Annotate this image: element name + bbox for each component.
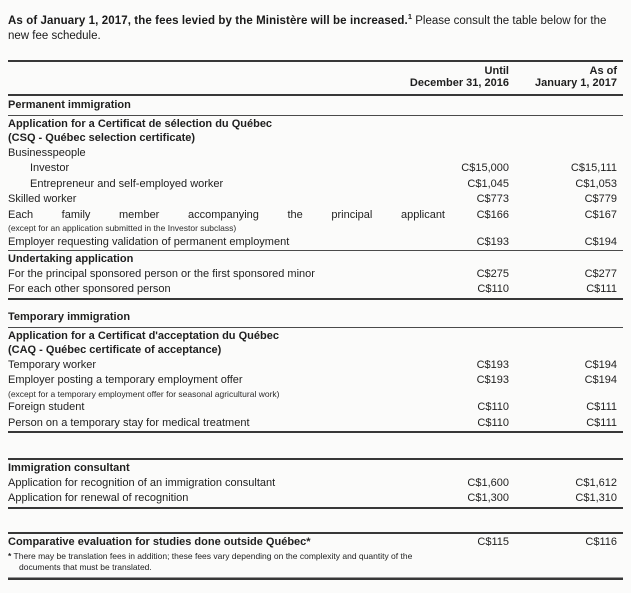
row-label: Investor	[30, 162, 70, 175]
fee-row-consultant-recognition	[8, 476, 623, 492]
row-label: Employer posting a temporary employment offer	[8, 374, 243, 387]
row-label: Application for recognition of an immigration consultant	[8, 476, 276, 489]
row-label: Each family member accompanying the principal applicant	[8, 208, 445, 221]
row-label-block	[8, 208, 451, 235]
fee-asof: C$1,310	[575, 492, 617, 505]
intro-regular-text: Please consult the table below for the new fee schedule.	[8, 14, 607, 42]
fee-table-consultant	[8, 458, 623, 509]
row-note: (except for a temporary employment offer for seasonal agricultural work)	[8, 388, 280, 399]
fee-until: C$110	[477, 283, 509, 296]
fee-table-comparative	[8, 532, 623, 581]
fee-row-consultant-renewal	[8, 491, 623, 507]
fee-until: C$193	[476, 358, 509, 371]
csq-group-title	[8, 116, 623, 146]
column-header-until-line1: Until	[484, 64, 509, 77]
fee-until: C$193	[476, 374, 509, 387]
fee-row-principal-sponsored	[8, 267, 623, 283]
fee-asof: C$194	[584, 358, 617, 371]
fee-until: C$15,000	[461, 162, 509, 175]
row-label: Application for renewal of recognition	[8, 492, 189, 505]
row-label: Employer requesting validation of permanent employment	[8, 235, 290, 248]
fee-row-skilled-worker	[8, 192, 623, 208]
intro-paragraph	[8, 9, 623, 44]
row-label: Skilled worker	[8, 193, 77, 206]
fee-row-foreign-student	[8, 400, 623, 416]
fee-asof: C$111	[586, 401, 617, 414]
intro-bold-text: As of January 1, 2017, the fees levied by the Ministère will be increased.	[8, 14, 408, 27]
fee-until: C$110	[477, 416, 509, 429]
csq-title-line1: Application for a Certificat de sélection du Québec	[8, 117, 273, 130]
caq-title-line1: Application for a Certificat d'acceptation du Québec	[8, 329, 279, 342]
fee-asof: C$167	[584, 208, 617, 221]
column-header-asof	[509, 65, 623, 90]
divider	[8, 577, 623, 580]
table-gap	[8, 433, 623, 458]
column-header-until	[399, 65, 509, 90]
footnote-marker: *	[8, 551, 12, 562]
row-label: Businesspeople	[8, 146, 86, 159]
fee-row-employer-validation	[8, 235, 623, 251]
footnote-text: There may be translation fees in addition; these fees vary depending on the complexity and quantity of the documents that must be translated.	[11, 551, 413, 573]
fee-row-family-member	[8, 208, 623, 235]
row-label: For the principal sponsored person or the first sponsored minor	[8, 267, 315, 280]
fee-until: C$115	[477, 535, 509, 548]
row-label: For each other sponsored person	[8, 283, 171, 296]
row-note: (except for an application submitted in the Investor subclass)	[8, 223, 237, 234]
fee-until: C$1,300	[467, 492, 509, 505]
fee-row-medical-stay	[8, 416, 623, 432]
fee-asof: C$15,111	[570, 162, 617, 175]
fee-row-other-sponsored	[8, 282, 623, 298]
column-header-until-line2: December 31, 2016	[409, 77, 509, 90]
csq-title-line2: (CSQ - Québec selection certificate)	[8, 132, 196, 145]
row-label-block	[8, 373, 399, 400]
fee-until: C$1,045	[467, 177, 509, 190]
caq-group-title	[8, 328, 623, 358]
table-gap	[8, 509, 623, 532]
undertaking-title: Undertaking application	[8, 253, 134, 266]
fee-asof: C$116	[585, 535, 617, 548]
fee-asof: C$194	[584, 374, 617, 387]
fee-until: C$773	[476, 193, 509, 206]
fee-asof: C$277	[584, 267, 617, 280]
caq-title-line2: (CAQ - Québec certificate of acceptance)	[8, 344, 222, 357]
section-title-temporary: Temporary immigration	[8, 310, 131, 323]
fee-row-investor	[8, 161, 623, 177]
fee-until: C$166	[476, 208, 509, 221]
fee-until: C$110	[477, 401, 509, 414]
row-label: Temporary worker	[8, 358, 97, 371]
section-title-permanent: Permanent immigration	[8, 98, 131, 111]
column-header-asof-line1: As of	[589, 64, 617, 77]
fee-row-entrepreneur	[8, 177, 623, 193]
fee-until: C$193	[476, 235, 509, 248]
fee-asof: C$111	[586, 283, 617, 296]
fee-asof: C$1,053	[575, 177, 617, 190]
row-label: Comparative evaluation for studies done outside Québec*	[8, 535, 311, 548]
fee-until: C$1,600	[467, 476, 509, 489]
translation-footnote	[8, 550, 440, 577]
fee-table-main	[8, 60, 623, 434]
fee-row-temporary-worker	[8, 358, 623, 374]
section-title-consultant: Immigration consultant	[8, 462, 130, 475]
fee-row-comparative-evaluation	[8, 534, 623, 551]
fee-asof: C$194	[584, 235, 617, 248]
fee-row-employer-posting	[8, 373, 623, 400]
column-header-asof-line2: January 1, 2017	[535, 77, 617, 90]
businesspeople-row	[8, 146, 623, 162]
section-gap	[8, 300, 623, 308]
fee-asof: C$1,612	[575, 476, 617, 489]
fee-asof: C$779	[584, 193, 617, 206]
fee-until: C$275	[476, 267, 509, 280]
row-label: Person on a temporary stay for medical treatment	[8, 416, 250, 429]
table-header-row	[8, 62, 623, 94]
row-label: Foreign student	[8, 401, 85, 414]
footnote-reference: 1	[407, 12, 413, 21]
row-label: Entrepreneur and self-employed worker	[30, 177, 224, 190]
fee-asof: C$111	[586, 416, 617, 429]
